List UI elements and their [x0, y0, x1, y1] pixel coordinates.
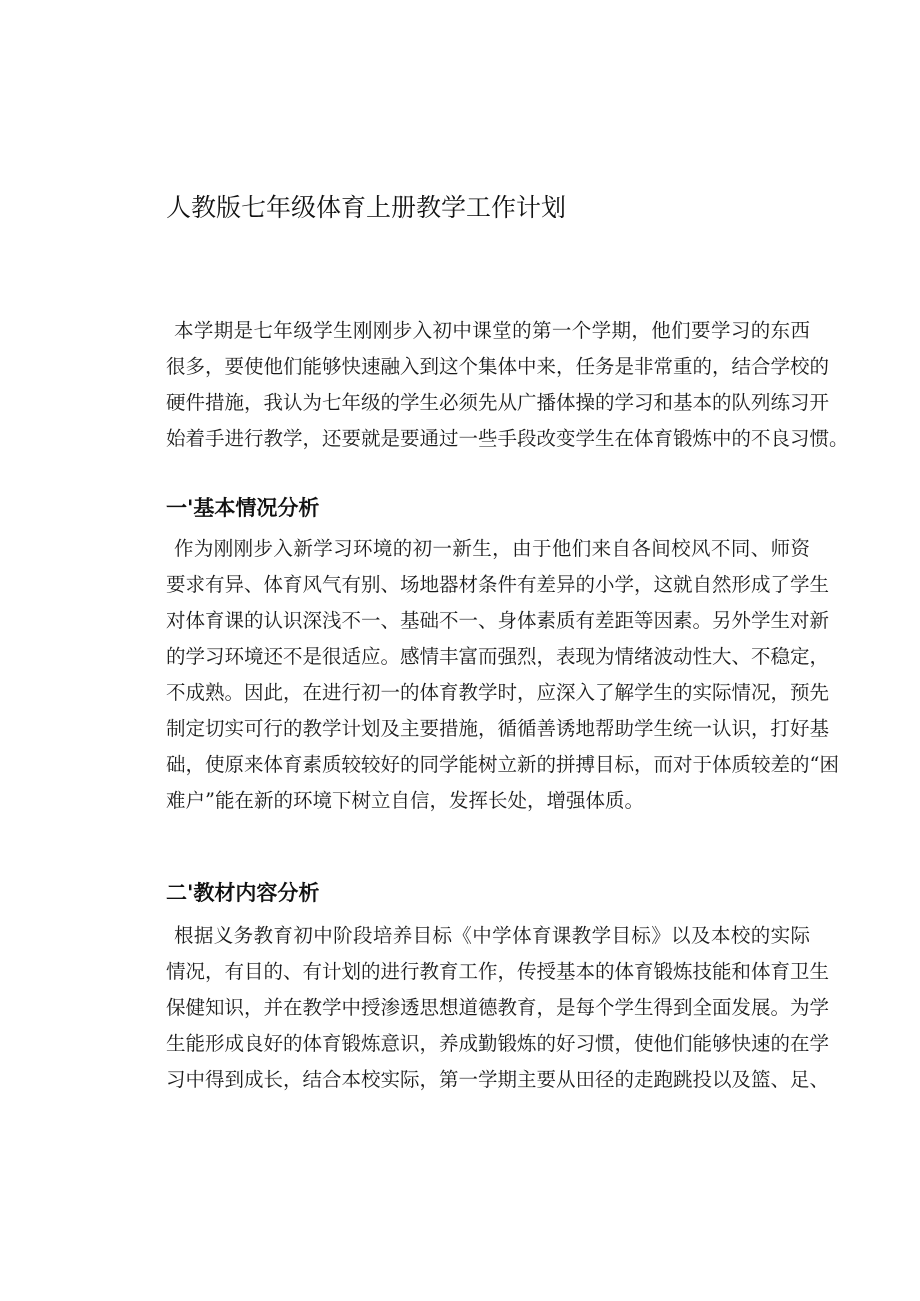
document-title: 人教版七年级体育上册教学工作计划 — [166, 193, 567, 222]
section-heading-content-analysis: 二'教材内容分析 — [166, 881, 320, 905]
text-line: 很多，要使他们能够快速融入到这个集体中来，任务是非常重的，结合学校的 — [166, 355, 830, 378]
text-line: 要求有异、体育风气有别、场地器材条件有差异的小学，这就自然形成了学生 — [166, 573, 830, 596]
text-line: 本学期是七年级学生刚刚步入初中课堂的第一个学期，他们要学习的东西 — [174, 319, 810, 342]
intro-paragraph — [166, 313, 849, 457]
text-line: 对体育课的认识深浅不一、基础不一、身体素质有差距等因素。另外学生对新 — [166, 609, 830, 632]
text-line: 始着手进行教学，还要就是要通过一些手段改变学生在体育锻炼中的不良习惯。 — [166, 427, 849, 450]
text-line: 根据义务教育初中阶段培养目标《中学体育课教学目标》以及本校的实际 — [174, 924, 810, 947]
text-line: 生能形成良好的体育锻炼意识，养成勤锻炼的好习惯，使他们能够快速的在学 — [166, 1032, 830, 1055]
section-heading-basic-situation: 一'基本情况分析 — [166, 496, 320, 520]
text-line: 不成熟。因此，在进行初一的体育教学时，应深入了解学生的实际情况，预先 — [166, 681, 830, 704]
text-line: 础，使原来体育素质较较好的同学能树立新的拼搏目标，而对于体质较差的“困 — [166, 753, 839, 776]
text-line: 的学习环境还不是很适应。感情丰富而强烈，表现为情绪波动性大、不稳定， — [166, 645, 830, 668]
text-line: 保健知识，并在教学中授渗透思想道德教育，是每个学生得到全面发展。为学 — [166, 996, 830, 1019]
text-line: 难户”能在新的环境下树立自信，发挥长处，增强体质。 — [166, 789, 644, 812]
text-line: 制定切实可行的教学计划及主要措施，循循善诱地帮助学生统一认识，打好基 — [166, 717, 830, 740]
text-line: 情况，有目的、有计划的进行教育工作，传授基本的体育锻炼技能和体育卫生 — [166, 960, 830, 983]
section2-paragraph — [166, 918, 830, 1098]
text-line: 习中得到成长，结合本校实际，第一学期主要从田径的走跑跳投以及篮、足、 — [166, 1068, 830, 1091]
text-line: 硬件措施，我认为七年级的学生必须先从广播体操的学习和基本的队列练习开 — [166, 391, 830, 414]
text-line: 作为刚刚步入新学习环境的初一新生，由于他们来自各间校风不同、师资 — [174, 537, 810, 560]
section1-paragraph — [166, 531, 839, 819]
